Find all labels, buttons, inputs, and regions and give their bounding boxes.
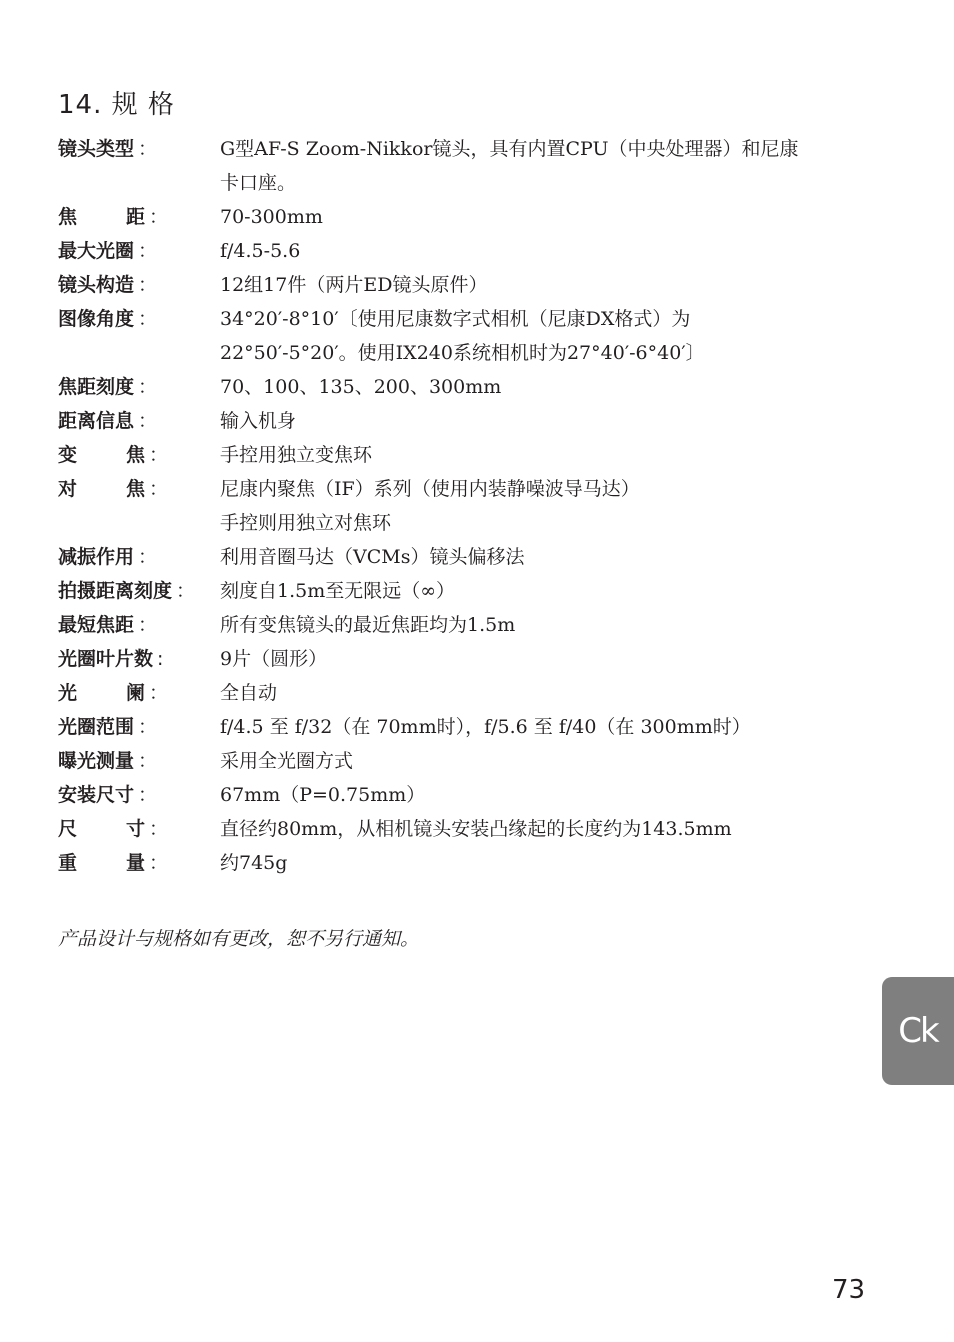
spec-value-line: 采用全光圈方式 [220, 750, 354, 772]
spec-label [58, 407, 220, 435]
language-tab [882, 977, 954, 1085]
spec-label [58, 305, 220, 333]
spec-label-colon: ： [176, 580, 196, 602]
page-number: 73 [832, 1275, 866, 1305]
spec-row [58, 373, 878, 401]
specifications-list [58, 135, 878, 883]
spec-row [58, 203, 878, 231]
spec-label [58, 611, 220, 639]
spec-value [220, 441, 878, 469]
spec-value [220, 679, 878, 707]
spec-label-colon: ： [138, 716, 158, 738]
spec-label [58, 679, 220, 707]
spec-label-colon: ： [149, 444, 169, 466]
spec-value-line: 手控则用独立对焦环 [220, 512, 392, 534]
spec-row [58, 475, 878, 537]
spec-value [220, 849, 878, 877]
spec-row [58, 271, 878, 299]
spec-value [220, 203, 878, 231]
spec-row [58, 543, 878, 571]
spec-label-text: 图像角度 [58, 308, 135, 330]
spec-label [58, 543, 220, 571]
spec-label-text: 焦距刻度 [58, 376, 135, 398]
spec-label-text: 安装尺寸 [58, 784, 135, 806]
spec-value [220, 237, 878, 265]
spec-row [58, 849, 878, 877]
spec-label-colon: ： [149, 852, 169, 874]
spec-value-line: 70、100、135、200、300mm [220, 376, 502, 398]
spec-value-line: 尼康内聚焦（IF）系列（使用内装静噪波导马达） [220, 478, 640, 500]
spec-value-line: f/4.5 至 f/32（在 70mm时），f/5.6 至 f/40（在 300mm时） [220, 716, 751, 738]
spec-value [220, 271, 878, 299]
spec-label-colon: ： [138, 138, 158, 160]
spec-row [58, 713, 878, 741]
spec-value-line: f/4.5-5.6 [220, 240, 301, 262]
spec-label-text: 光阑 [58, 682, 145, 704]
spec-label-text: 镜头类型 [58, 138, 135, 160]
spec-value [220, 135, 878, 197]
spec-value [220, 475, 878, 537]
spec-label-text: 焦距 [58, 206, 145, 228]
spec-label-colon: ： [149, 682, 169, 704]
spec-label-colon: ： [138, 308, 158, 330]
spec-value-line: 直径约80mm，从相机镜头安装凸缘起的长度约为143.5mm [220, 818, 732, 840]
spec-label-text: 镜头构造 [58, 274, 135, 296]
spec-row [58, 305, 878, 367]
spec-value-line: 输入机身 [220, 410, 297, 432]
spec-label [58, 475, 220, 503]
spec-value [220, 373, 878, 401]
spec-value-line: 22°50′-5°20′。使用IX240系统相机时为27°40′-6°40′〕 [220, 342, 705, 364]
spec-value-line: 9片（圆形） [220, 648, 328, 670]
spec-label-text: 距离信息 [58, 410, 135, 432]
spec-value [220, 611, 878, 639]
spec-label-colon: ： [138, 274, 158, 296]
spec-label-text: 最大光圈 [58, 240, 135, 262]
spec-label-text: 尺寸 [58, 818, 145, 840]
spec-value [220, 407, 878, 435]
spec-value-line: G型AF-S Zoom-Nikkor镜头，具有内置CPU（中央处理器）和尼康 [220, 138, 799, 160]
spec-value [220, 747, 878, 775]
spec-label [58, 577, 220, 605]
spec-label-text: 光圈叶片数 [58, 648, 154, 670]
spec-label-colon: ： [138, 750, 158, 772]
spec-label [58, 135, 220, 163]
spec-label-text: 重量 [58, 852, 145, 874]
spec-value-line: 34°20′-8°10′〔使用尼康数字式相机（尼康DX格式）为 [220, 308, 691, 330]
spec-label-colon: ： [138, 240, 158, 262]
spec-value-line: 67mm（P=0.75mm） [220, 784, 426, 806]
spec-value-line: 卡口座。 [220, 172, 297, 194]
spec-label [58, 713, 220, 741]
spec-row [58, 611, 878, 639]
spec-label [58, 815, 220, 843]
spec-label-colon: ： [138, 376, 158, 398]
spec-label-colon: ： [138, 546, 158, 568]
spec-label-colon: : [157, 648, 164, 670]
spec-label-colon: ： [149, 478, 169, 500]
spec-label [58, 441, 220, 469]
spec-value-line: 刻度自1.5m至无限远（∞） [220, 580, 456, 602]
spec-label-text: 拍摄距离刻度 [58, 580, 173, 602]
spec-row [58, 135, 878, 197]
spec-row [58, 747, 878, 775]
spec-value [220, 713, 878, 741]
spec-label-text: 光圈范围 [58, 716, 135, 738]
spec-value [220, 781, 878, 809]
spec-value [220, 645, 878, 673]
spec-value-line: 12组17件（两片ED镜头原件） [220, 274, 488, 296]
spec-value-line: 利用音圈马达（VCMs）镜头偏移法 [220, 546, 525, 568]
spec-row [58, 577, 878, 605]
spec-row [58, 679, 878, 707]
spec-label-colon: ： [138, 614, 158, 636]
spec-label [58, 645, 220, 673]
spec-label-text: 最短焦距 [58, 614, 135, 636]
spec-label-colon: ： [149, 818, 169, 840]
spec-row [58, 815, 878, 843]
spec-label-text: 变焦 [58, 444, 145, 466]
spec-value-line: 约745g [220, 852, 288, 874]
spec-value-line: 手控用独立变焦环 [220, 444, 373, 466]
spec-label [58, 271, 220, 299]
spec-value-line: 所有变焦镜头的最近焦距均为1.5m [220, 614, 516, 636]
disclaimer-note: 产品设计与规格如有更改，恕不另行通知。 [58, 928, 420, 950]
spec-label [58, 849, 220, 877]
language-tab-label: Ck [898, 1011, 938, 1051]
spec-row [58, 441, 878, 469]
spec-label [58, 373, 220, 401]
spec-row [58, 645, 878, 673]
spec-row [58, 237, 878, 265]
spec-label-colon: ： [149, 206, 169, 228]
spec-label-colon: ： [138, 410, 158, 432]
spec-label-text: 对焦 [58, 478, 145, 500]
spec-label-text: 减振作用 [58, 546, 135, 568]
spec-label-text: 曝光测量 [58, 750, 135, 772]
spec-label [58, 747, 220, 775]
page-title: 14. 规 格 [58, 90, 175, 120]
spec-value [220, 543, 878, 571]
spec-value-line: 70-300mm [220, 206, 323, 228]
spec-value [220, 305, 878, 367]
spec-label [58, 237, 220, 265]
spec-value-line: 全自动 [220, 682, 278, 704]
spec-label [58, 203, 220, 231]
spec-value [220, 815, 878, 843]
spec-row [58, 781, 878, 809]
spec-value [220, 577, 878, 605]
spec-label [58, 781, 220, 809]
spec-label-colon: ： [138, 784, 158, 806]
spec-row [58, 407, 878, 435]
